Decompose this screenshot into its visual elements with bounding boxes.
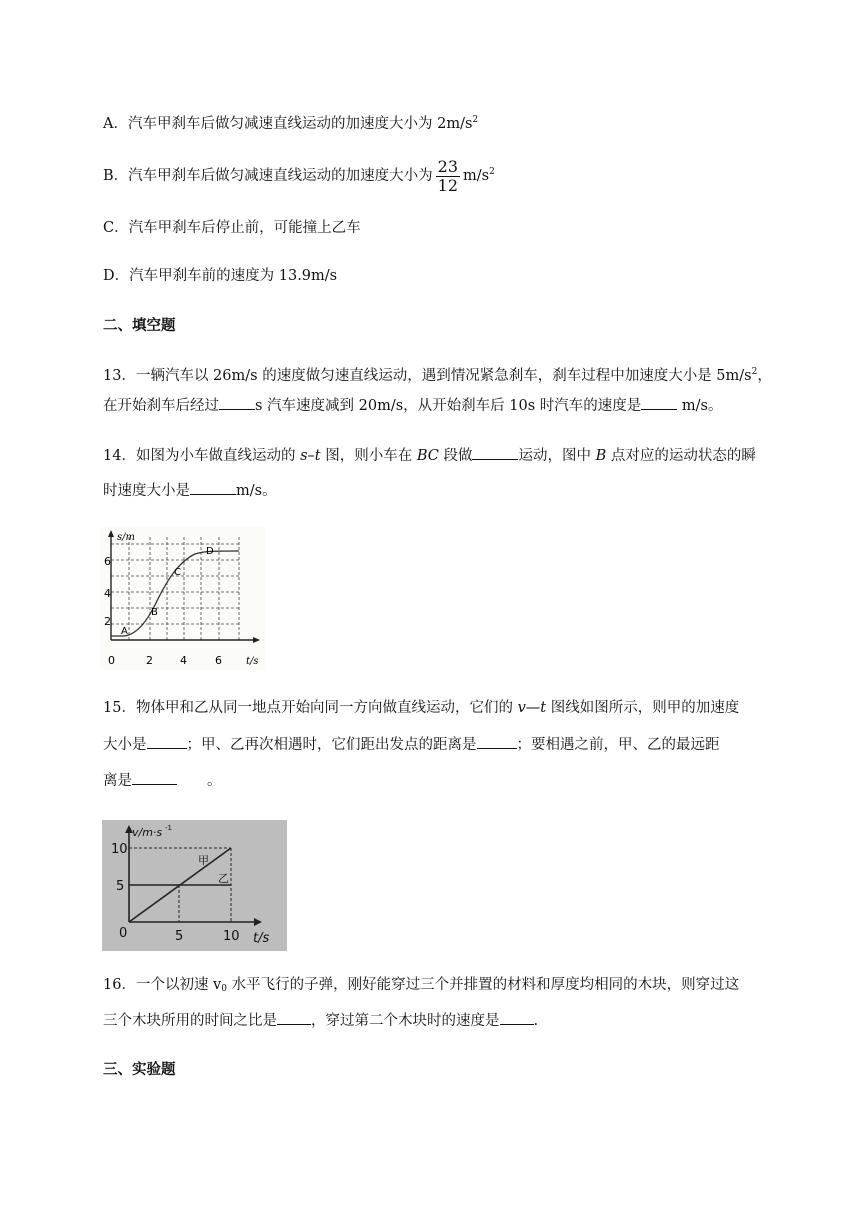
q13-blank-1[interactable] — [219, 395, 255, 410]
q14-line1 — [103, 445, 756, 466]
st-point-b: B — [151, 607, 158, 618]
q15-text-3a: 离是 — [103, 773, 132, 789]
vt-series-yi-label: 乙 — [218, 872, 229, 885]
option-a-label: A． — [103, 116, 128, 132]
q15-blank-3[interactable] — [132, 770, 177, 785]
q15-text-3b: 。 — [207, 773, 222, 789]
q14-text-1a: 14．如图为小车做直线运动的 — [103, 448, 301, 464]
st-x-tick-0: 0 — [108, 654, 115, 667]
q14-text-2a: 时速度大小是 — [103, 483, 190, 499]
q14-text-2b: m/s。 — [236, 483, 277, 499]
q16-text-1a: 16．一个以初速 v — [103, 977, 222, 993]
q13-text-2c: m/s。 — [677, 398, 723, 414]
q14-blank-1[interactable] — [472, 445, 518, 460]
q13-text-1: 13．一辆汽车以 26m/s 的速度做匀速直线运动，遇到情况紧急刹车，刹车过程中加速度大小是 5m/s — [103, 368, 752, 384]
q13-line2 — [103, 395, 722, 416]
option-b-fraction — [436, 158, 460, 195]
q13-text-2b: s 汽车速度减到 20m/s，从开始刹车后 10s 时汽车的速度是 — [255, 398, 642, 414]
q14-text-1d: 运动，图中 — [518, 448, 596, 464]
vt-x-tick-10: 10 — [223, 929, 240, 944]
st-graph-bg — [100, 527, 265, 670]
q13-line1 — [103, 362, 772, 386]
vt-x-tick-5: 5 — [175, 929, 184, 944]
vt-y-label: v/m·s — [132, 826, 163, 839]
vt-y-label-sup: -1 — [165, 824, 172, 832]
st-x-tick-2: 2 — [146, 654, 153, 667]
q14-text-1b: 图，则小车在 — [320, 448, 417, 464]
q13-sup: 2 — [751, 367, 758, 377]
q15-var-vt: v—t — [517, 700, 547, 716]
q13-text-1-end: ， — [757, 368, 772, 384]
st-graph-figure — [100, 527, 265, 670]
q16-text-1b: 水平飞行的子弹，刚好能穿过三个并排置的材料和厚度均相同的木块，则穿过这 — [227, 977, 740, 993]
option-b — [103, 152, 495, 196]
q16-text-2a: 三个木块所用的时间之比是 — [103, 1013, 277, 1029]
st-y-tick-4: 4 — [104, 587, 111, 600]
q15-blank-1[interactable] — [147, 734, 187, 749]
vt-series-jia-label: 甲 — [198, 854, 209, 867]
q14-text-1e: 点对应的运动状态的瞬 — [606, 448, 756, 464]
option-a — [103, 110, 478, 134]
st-x-tick-4: 4 — [180, 654, 187, 667]
q13-blank-2[interactable] — [641, 395, 677, 410]
st-point-d: D — [206, 546, 214, 557]
st-y-tick-6: 6 — [104, 555, 111, 568]
q15-line2 — [103, 734, 720, 755]
section-experiment-title: 三、实验题 — [103, 1062, 176, 1078]
q16-text-2c: . — [533, 1013, 539, 1029]
option-c-label: C． — [103, 220, 129, 236]
q16-line1 — [103, 975, 739, 999]
option-d-text: 汽车甲刹车前的速度为 13.9m/s — [129, 268, 338, 284]
q15-text-2b: ；甲、乙再次相遇时，它们距出发点的距离是 — [186, 737, 477, 753]
option-d — [103, 266, 337, 286]
vt-x-label: t/s — [253, 931, 270, 946]
q15-text-1a: 15．物体甲和乙从同一地点开始向同一方向做直线运动，它们的 — [103, 700, 518, 716]
option-a-sup: 2 — [472, 115, 479, 125]
st-y-tick-2: 2 — [104, 615, 111, 628]
option-d-label: D． — [103, 268, 130, 284]
q16-sub: 0 — [221, 984, 227, 994]
option-b-text: 汽车甲刹车后做匀减速直线运动的加速度大小为 — [128, 168, 433, 184]
option-c-text: 汽车甲刹车后停止前，可能撞上乙车 — [128, 220, 361, 236]
q14-line2 — [103, 480, 277, 501]
option-c — [103, 218, 361, 238]
q16-blank-1[interactable] — [277, 1010, 311, 1025]
vt-y-tick-5: 5 — [116, 879, 125, 894]
q13-text-2a: 在开始刹车后经过 — [103, 398, 219, 414]
vt-y-tick-10: 10 — [111, 842, 128, 857]
q15-blank-2[interactable] — [477, 734, 517, 749]
vt-graph-figure — [102, 820, 287, 951]
q16-line2 — [103, 1010, 538, 1031]
option-a-text: 汽车甲刹车后做匀减速直线运动的加速度大小为 2m/s — [127, 116, 473, 132]
q14-var-st: s–t — [300, 448, 321, 464]
q15-text-1b: 图线如图所示，则甲的加速度 — [546, 700, 740, 716]
q15-text-2a: 大小是 — [103, 737, 147, 753]
option-b-sup: 2 — [489, 167, 495, 177]
st-x-tick-6: 6 — [215, 654, 222, 667]
st-point-c: C — [174, 567, 181, 578]
section-fill-in-title: 二、填空题 — [103, 318, 176, 334]
st-y-label: s/m — [117, 532, 135, 543]
q15-line1 — [103, 698, 739, 718]
option-b-unit: m/s — [463, 168, 490, 184]
q15-line3 — [103, 770, 222, 791]
option-b-label: B． — [103, 168, 129, 184]
fraction-numerator: 23 — [437, 156, 459, 176]
q14-blank-2[interactable] — [190, 480, 236, 495]
q16-blank-2[interactable] — [500, 1010, 534, 1025]
st-point-a: A — [121, 626, 128, 637]
vt-x-tick-0: 0 — [119, 926, 128, 941]
fraction-denominator: 12 — [437, 175, 459, 195]
q15-text-2c: ；要相遇之前，甲、乙的最远距 — [516, 737, 720, 753]
q14-text-1c: 段做 — [438, 448, 473, 464]
q14-var-b: B — [595, 448, 607, 464]
st-x-label: t/s — [246, 656, 259, 667]
q16-text-2b: ，穿过第二个木块时的速度是 — [311, 1013, 500, 1029]
q14-var-bc: BC — [416, 448, 439, 464]
